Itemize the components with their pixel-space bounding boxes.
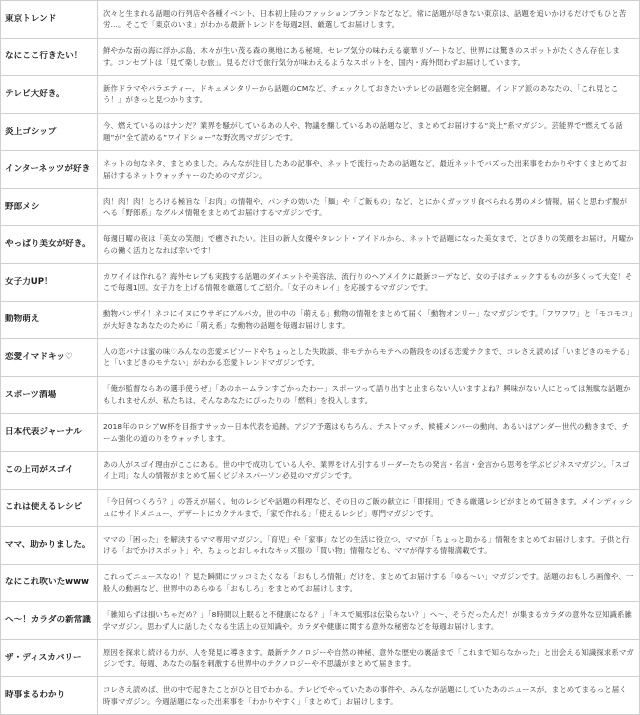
magazine-name[interactable]: テレビ大好き。 [5, 88, 65, 99]
magazine-description-cell [98, 188, 640, 226]
magazine-name[interactable]: なにここ行きたい！ [5, 51, 83, 62]
magazine-name-cell [1, 188, 98, 226]
magazine-name-cell [1, 677, 98, 715]
magazine-row [1, 376, 640, 414]
magazine-description-cell [98, 376, 640, 414]
magazine-name[interactable]: へ～！カラダの新常識 [5, 615, 91, 626]
magazine-description-cell [98, 489, 640, 527]
magazine-name-cell [1, 151, 98, 189]
magazine-name[interactable]: 女子力UP！ [5, 276, 53, 287]
magazine-description-cell [98, 1, 640, 39]
magazine-name[interactable]: 時事まるわかり [5, 690, 66, 701]
magazine-row [1, 113, 640, 151]
magazine-description: 動物パンザイ！ネコにイヌにウサギにアルパカ。世の中の「萌える」動物の情報をまとめて届く「動物オンリー」なマガジンです。「フワフワ」と「モコモコ」が大好きなあなたのために「萌え系」な動物の話題を毎週お届けします。 [103, 309, 633, 330]
magazine-description-cell [98, 38, 640, 76]
magazine-description: 「俺が監督ならあの選手使うぜ」「あのホームランすごかったわー」スポーツって語り出すと止まらない人いますよね？興味がない人にとっては無駄な話題かもしれませんが、私たちは、そんなあなたにぴったりの「燃料」を投入します。 [103, 384, 631, 406]
magazine-row [1, 226, 640, 264]
magazine-description: あの人がスゴイ理由がここにある。世の中で成功している人や、業界をけん引するリーダーたちの発言・名言・金言から思考を学ぶビジネスマガジン。「スゴイ上司」な人の情報がまとめて届くビジネスパーソン必見のマガジンです。 [103, 459, 630, 481]
magazine-row [1, 188, 640, 226]
magazine-name-cell [1, 339, 98, 377]
magazine-row [1, 451, 640, 489]
magazine-name[interactable]: この上司がスゴイ [5, 464, 74, 475]
magazine-name[interactable]: 炎上ゴシップ [5, 126, 57, 137]
magazine-name[interactable]: なにこれ吹いたwww [5, 577, 89, 588]
magazine-name-cell [1, 527, 98, 565]
magazine-name-cell [1, 38, 98, 76]
magazine-name[interactable]: ザ・ディスカバリー [5, 652, 82, 663]
magazine-row [1, 339, 640, 377]
magazine-description-cell [98, 639, 640, 677]
magazine-name-cell [1, 301, 98, 339]
magazine-row [1, 301, 640, 339]
magazine-name[interactable]: 動物萌え [5, 314, 40, 325]
magazine-description: 今、燃えているのはナンだ？業界を騒がしているあの人や、物議を醸しているあの話題など、まとめてお届けする“炎上”系マガジン。芸能界で“燃えてる話題”が“全て読める”ワイドショー”な野次馬マガジンです。 [103, 121, 623, 143]
magazine-description-cell [98, 527, 640, 565]
magazine-description-cell [98, 414, 640, 452]
magazine-row [1, 564, 640, 602]
magazine-name[interactable]: やっぱり美女が好き。 [5, 239, 91, 250]
magazine-name-cell [1, 76, 98, 114]
magazine-name[interactable]: 東京トレンド [5, 13, 57, 24]
magazine-description-cell [98, 226, 640, 264]
magazine-description: 人の恋バナは蜜の味♡みんなの恋愛エピソードやちょっとした失敗談、非モテからモテへの階段をのぼる恋愛テクまで、コレさえ読めば「いまどきのモテる」と「いまどきのモテない」がわかる恋愛トレンドマガジンです。 [103, 346, 634, 368]
magazine-description-cell [98, 264, 640, 302]
magazine-name-cell [1, 489, 98, 527]
magazine-row [1, 151, 640, 189]
magazine-description: 肉！肉！肉！とろける極旨な「お肉」の情報や、パンチの効いた「麺」や「ご飯もの」など、とにかくガッツリ食べられる男のメシ情報。届くと思わず腹がへる「野郎系」なグルメ情報をまとめてお届けするマガジンです。 [103, 196, 628, 218]
magazine-name[interactable]: 恋愛イマドキッ♡ [5, 351, 73, 362]
magazine-description-cell [98, 301, 640, 339]
magazine-description: コレさえ読めば、世の中で起きたことがひと目でわかる。テレビでやっていたあの事件や、みんなが話題にしていたあのニュースが、まとめてまるっと届く時事マガジン。今週話題になった出来事を「わかりやすく」「まとめて」お届けします。 [103, 685, 627, 706]
magazine-name-cell [1, 639, 98, 677]
magazine-description: 原因を探求し続ける力が、人を発見に導きます。最新テクノロジーや自然の神秘、意外な歴史の裏話まで「これまで知らなかった」と出会える知識探求系マガジンです。毎週、あなたの脳を刺激する世界中のテクノロジーや不思議がまとめて届きます。 [103, 647, 634, 669]
magazine-row [1, 677, 640, 715]
magazine-description-cell [98, 76, 640, 114]
magazine-name-cell [1, 376, 98, 414]
magazine-description: 「雑知らずは損いちゃだめ？」「8時間以上眠ると不健康になる？」「キスで風邪は伝染らない？」へ～、そうだったんだ！が集まるカラダの意外な豆知識系雑学マガジン。思わず人に話したくなる生活上の豆知識や、カラダや健康に関する意外な秘密などを毎週お届けします。 [103, 609, 633, 631]
magazine-description-cell [98, 677, 640, 715]
magazine-row [1, 639, 640, 677]
magazine-name-cell [1, 451, 98, 489]
magazine-row [1, 414, 640, 452]
magazine-row [1, 38, 640, 76]
magazine-description-cell [98, 113, 640, 151]
magazine-description: ママの「困った」を解決するママ専用マガジン。「育児」や「家事」などの生活に役立つ、ママが「ちょっと助かる」情報をまとめてお届けします。子供と行ける「おでかけスポット」や、ちょっとおしゃれなキッズ服の「買い物」情報なども、ママが得する情報満載です。 [103, 534, 630, 556]
magazine-row [1, 76, 640, 114]
magazine-description-cell [98, 564, 640, 602]
magazine-description: カワイイは作れる？海外セレブも実践する話題のダイエットや美容法、流行りのヘアメイクに最新コーデなど、女の子はチェックするものが多くって大変！そこで毎週1回、女子力を上げる情報を厳選してご紹介。「女子のキレイ」を応援するマガジンです。 [103, 271, 633, 293]
magazine-name-cell [1, 264, 98, 302]
magazine-description: 次々と生まれる話題の行列店や各種イベント、日本初上陸のファッションブランドなどなど。常に話題が尽きない東京は、話題を追いかけるだけでもひと苦労…。そこで「東京のいま」がわかる最新トレンドを毎週2回、厳選してお届けします。 [103, 8, 627, 30]
magazine-row [1, 264, 640, 302]
magazine-name[interactable]: スポーツ酒場 [5, 389, 57, 400]
magazine-name-cell [1, 113, 98, 151]
magazine-name-cell [1, 226, 98, 264]
magazine-description: 鮮やかな南の海に浮かぶ島、木々が生い茂る森の奥地にある秘境、セレブ気分の味わえる豪華リゾートなど、世界には驚きのスポットがたくさん存在します。コンセプトは「見て楽しむ旅」。見るだけで旅行気分が味わえるようなスポットを、国内・海外問わずお届けしています。 [103, 46, 620, 67]
magazine-description: 新作ドラマやバラエティー、ドキュメンタリーから話題のCMなど、チェックしておきたいテレビの話題を完全網羅。インドア派のあなたの、「これ見とこう！」がきっと見つかります。 [103, 83, 619, 105]
magazine-row [1, 527, 640, 565]
magazine-description: 毎週日曜の夜は「美女の笑顔」で癒されたい。注目の新人女優やタレント・アイドルから、ネットで話題になった美女まで、とびきりの笑顔をお届け。月曜からの働く活力となれば幸いです！ [103, 234, 634, 255]
magazine-description: ネットの旬なネタ、まとめました。みんなが注目したあの記事や、ネットで流行ったあの話題など、最近ネットでバズった出来事をわかりやすくまとめてお届けするネットウォッチャーのためのマガジン。 [103, 159, 627, 180]
magazine-description-cell [98, 602, 640, 640]
magazine-description: これってニュースなの！？見た瞬間にツッコミたくなる「おもしろ情報」だけを、まとめてお届けする「ゆる〜い」マガジンです。話題のおもしろ画像や、一般人の動画など、世界中のあらゆる「おもしろ」をまとめてお届けします。 [103, 572, 634, 593]
magazine-row [1, 1, 640, 39]
magazine-description: 2018年のロシアW杯を目指すサッカー日本代表を追跡。アジア予選はもちろん、テストマッチ、候補メンバーの動向、あるいはアンダー世代の動きまで、チーム強化の道のりをウォッチします。 [103, 422, 630, 443]
magazine-name-cell [1, 602, 98, 640]
magazine-row [1, 602, 640, 640]
magazine-list [1, 1, 640, 715]
magazine-name[interactable]: これは使えるレシピ [5, 502, 83, 513]
magazine-name-cell [1, 564, 98, 602]
magazine-name-cell [1, 1, 98, 39]
magazine-description-cell [98, 339, 640, 377]
magazine-name-cell [1, 414, 98, 452]
magazine-name[interactable]: ママ、助かりました。 [5, 539, 91, 550]
magazine-name[interactable]: 日本代表ジャーナル [5, 427, 82, 438]
magazine-description-cell [98, 151, 640, 189]
magazine-name[interactable]: 野郎メシ [5, 201, 40, 212]
magazine-row [1, 489, 640, 527]
magazine-description: 「今日何つくろう？」の答えが届く。旬のレシピや話題の料理など、その日のご飯の献立に「即採用」できる厳選レシピがまとめて届きます。メインディッシュにサイドメニュー、デザートにカクテルまで、「家で作れる」「使えるレシピ」専門マガジンです。 [103, 497, 633, 518]
magazine-description-cell [98, 451, 640, 489]
magazine-name[interactable]: インターネッツが好き [5, 164, 91, 175]
